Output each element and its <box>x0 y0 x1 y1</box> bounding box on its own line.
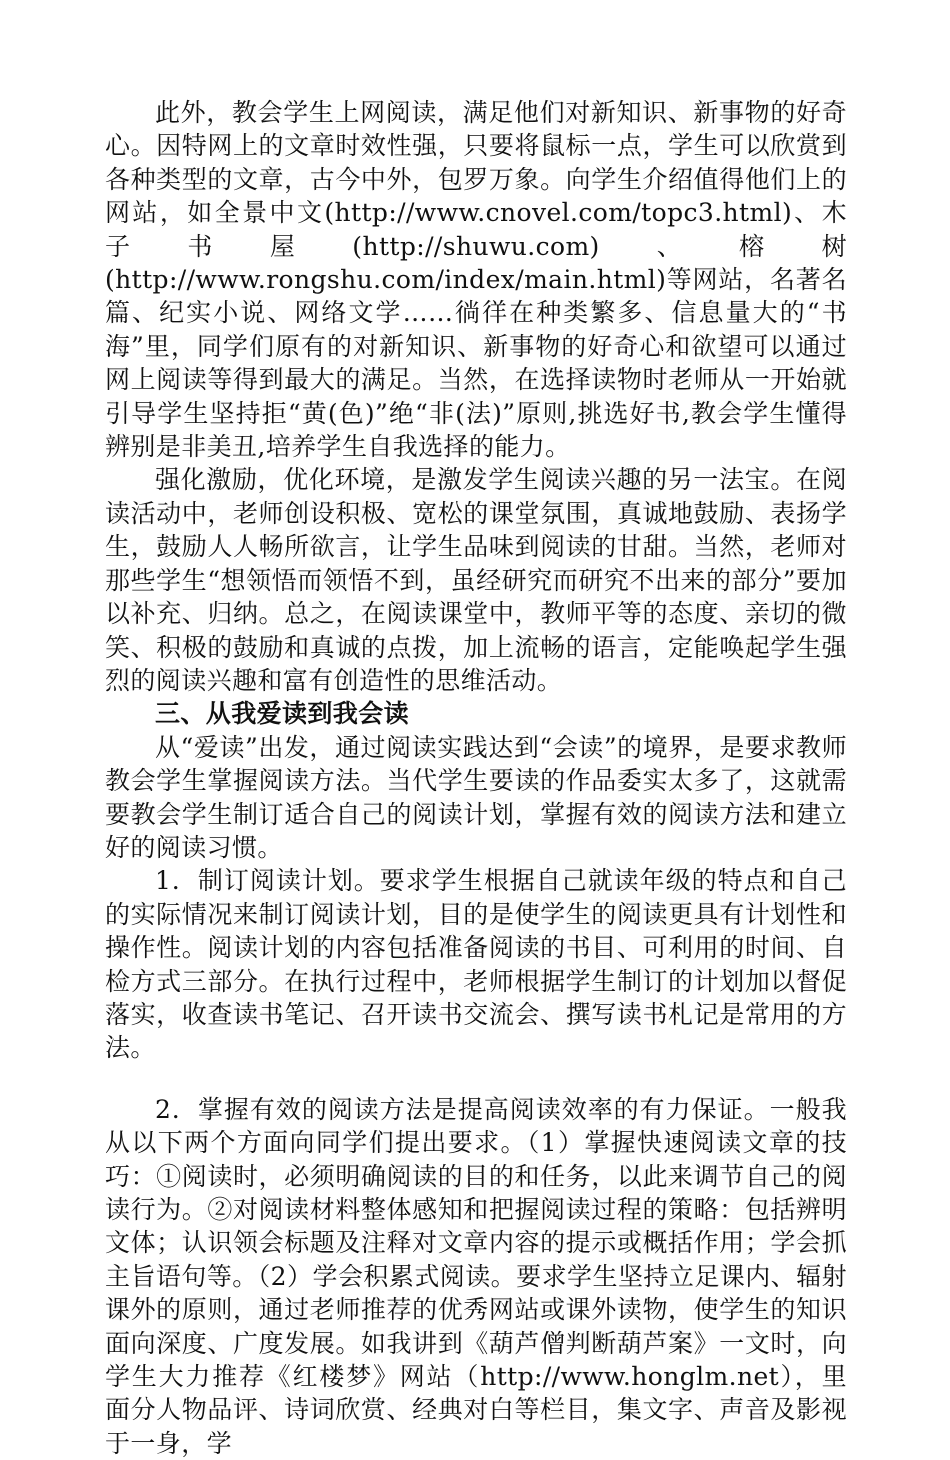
paragraph-reading-methods-intro: 从“爱读”出发，通过阅读实践达到“会读”的境界，是要求教师教会学生掌握阅读方法。当代学生要读的作品委实太多了，这就需要教会学生制订适合自己的阅读计划，掌握有效的阅读方法和建立好的阅读习惯。 <box>105 732 847 862</box>
paragraph-effective-methods: 2．掌握有效的阅读方法是提高阅读效率的有力保证。一般我从以下两个方面向同学们提出要求。（1）掌握快速阅读文章的技巧：①阅读时，必须明确阅读的目的和任务，以此来调节自己的阅读行为。②对阅读材料整体感知和把握阅读过程的策略：包括辨明文体；认识领会标题及注释对文章内容的提示或概括作用；学会抓主旨语句等。（2）学会积累式阅读。要求学生坚持立足课内、辐射课外的原则，通过老师推荐的优秀网站或课外读物，使学生的知识面向深度、广度发展。如我讲到《葫芦僧判断葫芦案》一文时，向学生大力推荐《红楼梦》网站（http://www.honglm.net），里面分人物品评、诗词欣赏、经典对白等栏目，集文字、声音及影视于一身，学 <box>105 1094 847 1458</box>
document-body <box>105 96 847 1460</box>
section-heading: 三、从我爱读到我会读 <box>155 699 410 729</box>
paragraph-encouragement: 强化激励，优化环境，是激发学生阅读兴趣的另一法宝。在阅读活动中，老师创设积极、宽松的课堂氛围，真诚地鼓励、表扬学生，鼓励人人畅所欲言，让学生品味到阅读的甘甜。当然，老师对那些学生“想领悟而领悟不到，虽经研究而研究不出来的部分”要加以补充、归纳。总之，在阅读课堂中，教师平等的态度、亲切的微笑、积极的鼓励和真诚的点拨，加上流畅的语言，定能唤起学生强烈的阅读兴趣和富有创造性的思维活动。 <box>105 465 847 695</box>
paragraph-online-reading: 此外，教会学生上网阅读，满足他们对新知识、新事物的好奇心。因特网上的文章时效性强，只要将鼠标一点，学生可以欣赏到各种类型的文章，古今中外，包罗万象。向学生介绍值得他们上的网站，如全景中文(http://www.cnovel.com/topc3.html)、木子书屋(http://shuwu.com)、榕树(http://www.rongshu.com/index/main.html)等网站，名著名篇、纪实小说、网络文学……徜徉在种类繁多、信息量大的“书海”里，同学们原有的对新知识、新事物的好奇心和欲望可以通过网上阅读等得到最大的满足。当然，在选择读物时老师从一开始就引导学生坚持拒“黄(色)”绝“非(法)”原则,挑选好书,教会学生懂得辨别是非美丑,培养学生自我选择的能力。 <box>105 98 847 462</box>
paragraph-reading-plan: 1．制订阅读计划。要求学生根据自己就读年级的特点和自己的实际情况来制订阅读计划，目的是使学生的阅读更具有计划性和操作性。阅读计划的内容包括准备阅读的书目、可利用的时间、自检方式三部分。在执行过程中，老师根据学生制订的计划加以督促落实，收查读书笔记、召开读书交流会、撰写读书札记是常用的方法。 <box>105 866 847 1063</box>
